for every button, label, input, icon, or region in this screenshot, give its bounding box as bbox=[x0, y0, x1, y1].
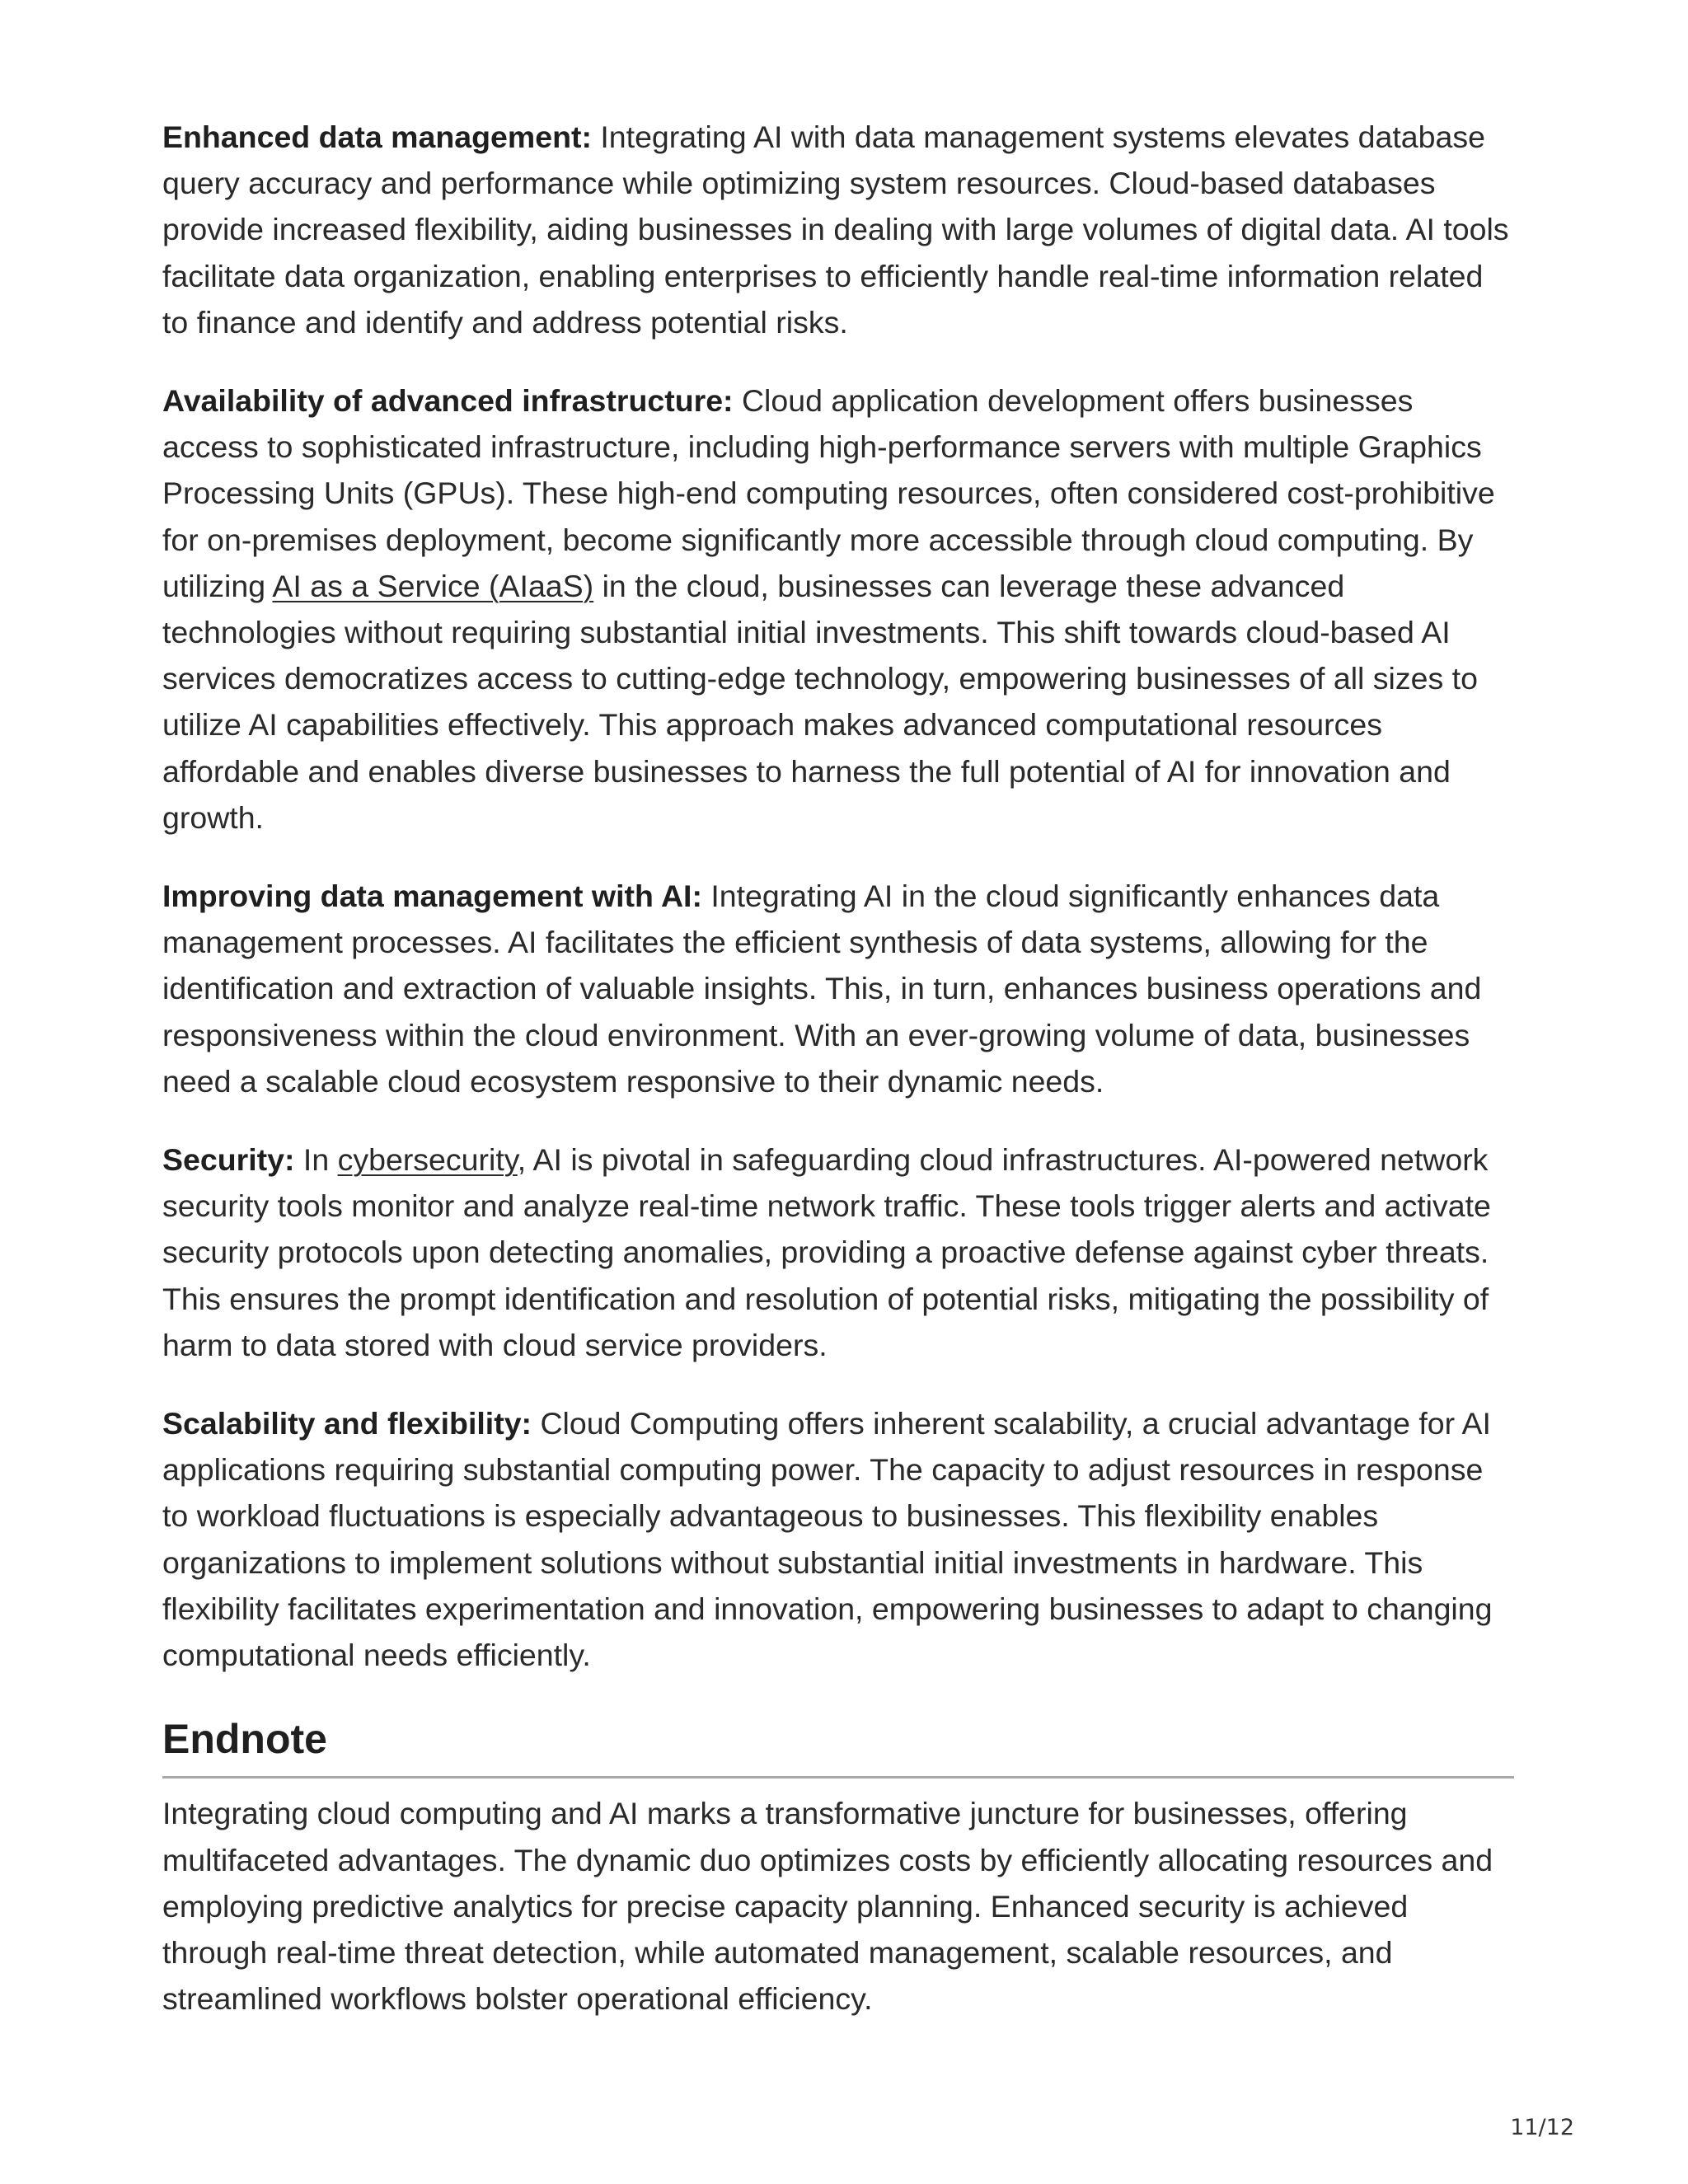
paragraph-label: Scalability and flexibility: bbox=[162, 1406, 532, 1441]
paragraph-label: Availability of advanced infrastructure: bbox=[162, 383, 734, 419]
paragraph-advanced-infrastructure bbox=[162, 377, 1514, 841]
paragraph-text: In bbox=[294, 1142, 338, 1178]
paragraph-text: in the cloud, businesses can leverage these advanced technologies without requiring substantial initial investments. This shift towards cloud-based AI services democratizes access to cutting-edge technology, empowering businesses of all sizes to utilize AI capabilities effectively. This approach makes advanced computational resources affordable and enables diverse businesses to harness the full potential of AI for innovation and growth. bbox=[162, 568, 1478, 835]
aiaas-link[interactable]: AI as a Service (AIaaS) bbox=[272, 568, 594, 603]
cybersecurity-link[interactable]: cybersecurity bbox=[337, 1142, 518, 1178]
paragraph-text: Integrating AI in the cloud significantly enhances data management processes. AI facilitates the efficient synthesis of data systems, allowing for the identification and extraction of valuable insights. This, in turn, enhances business operations and responsiveness within the cloud environment. With an ever-growing volume of data, businesses need a scalable cloud ecosystem responsive to their dynamic needs. bbox=[162, 879, 1482, 1099]
paragraph-text: , AI is pivotal in safeguarding cloud infrastructures. AI-powered network security tools monitor and analyze real-time network traffic. These tools trigger alerts and activate security protocols upon detecting anomalies, providing a proactive defense against cyber threats. This ensures the prompt identification and resolution of potential risks, mitigating the possibility of harm to data stored with cloud service providers. bbox=[162, 1142, 1491, 1362]
paragraph-security bbox=[162, 1137, 1514, 1368]
paragraph-label: Security: bbox=[162, 1142, 295, 1178]
paragraph-label: Enhanced data management: bbox=[162, 120, 592, 154]
paragraph-text: Cloud Computing offers inherent scalability, a crucial advantage for AI applications requiring substantial computing power. The capacity to adjust resources in response to workload fluctuations is especially advantageous to businesses. This flexibility enables organizations to implement solutions without substantial initial investments in hardware. This flexibility facilitates experimentation and innovation, empowering businesses to adapt to changing computational needs efficiently. bbox=[162, 1406, 1493, 1673]
endnote-heading: Endnote bbox=[162, 1710, 1514, 1779]
paragraph-label: Improving data management with AI: bbox=[162, 879, 702, 914]
paragraph-text: Integrating AI with data management systems elevates database query accuracy and performance while optimizing system resources. Cloud-based databases provide increased flexibility, aiding businesses in dealing with large volumes of digital data. AI tools facilitate data organization, enabling enterprises to efficiently handle real-time information related to finance and identify and address potential risks. bbox=[162, 120, 1509, 340]
article-body bbox=[162, 114, 1514, 2054]
page-number: 11/12 bbox=[1510, 2115, 1574, 2140]
endnote-paragraph: Integrating cloud computing and AI marks a transformative juncture for businesses, offering multifaceted advantages. The dynamic duo optimizes costs by efficiently allocating resources and employing predictive analytics for precise capacity planning. Enhanced security is achieved through real-time threat detection, while automated management, scalable resources, and streamlined workflows bolster operational efficiency. bbox=[162, 1796, 1493, 2017]
paragraph-scalability bbox=[162, 1400, 1514, 1678]
paragraph-text: Cloud application development offers businesses access to sophisticated infrastructure, including high-performance servers with multiple Graphics Processing Units (GPUs). These high-end computing resources, often considered cost-prohibitive for on-premises deployment, become significantly more accessible through cloud computing. By utilizing bbox=[162, 383, 1495, 603]
paragraph-improving-data-management bbox=[162, 873, 1514, 1104]
paragraph-enhanced-data-management bbox=[162, 114, 1514, 345]
